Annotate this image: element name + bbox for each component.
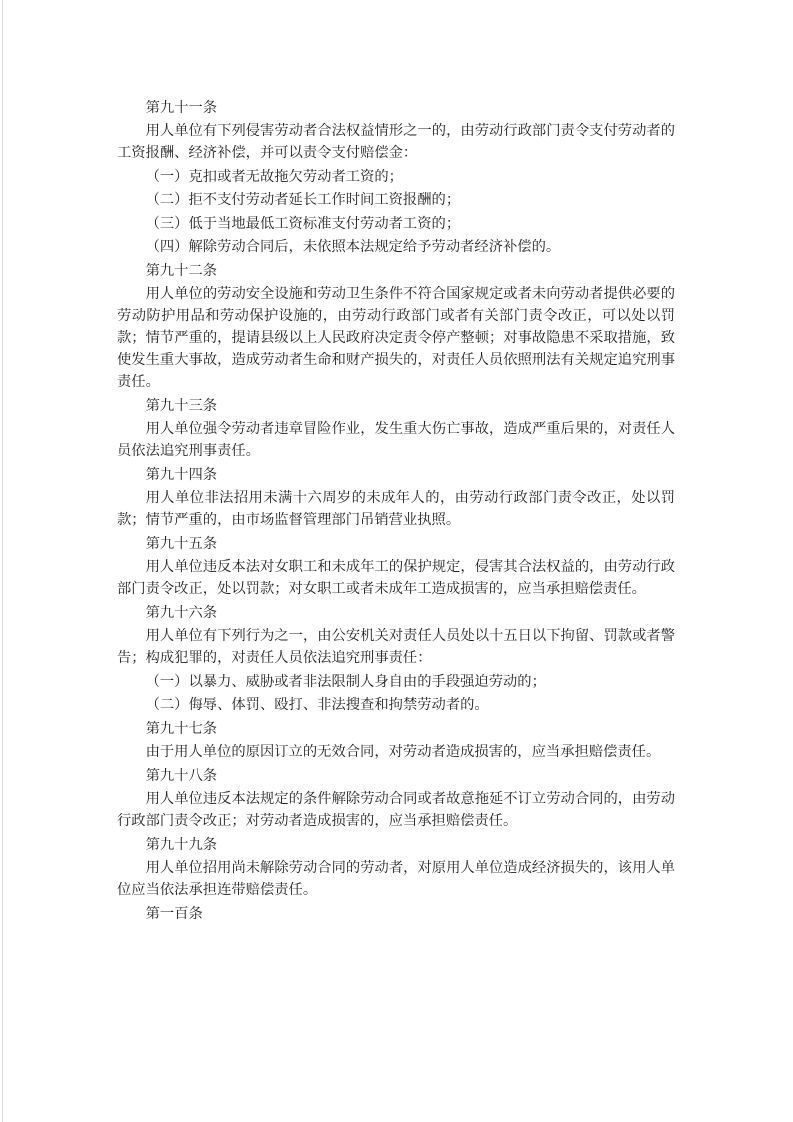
page-left-edge-line — [2, 0, 3, 1122]
article-heading: 第九十五条 — [145, 535, 218, 552]
article-heading: 第九十八条 — [145, 767, 218, 784]
article-heading: 第九十七条 — [145, 720, 218, 737]
article-heading: 第九十三条 — [145, 397, 218, 414]
article-paragraph: 用人单位有下列行为之一，由公安机关对责任人员处以十五日以下拘留、罚款或者警告；构成犯罪的，对责任人员依法追究刑事责任： — [117, 628, 675, 666]
article-paragraph: 用人单位的劳动安全设施和劳动卫生条件不符合国家规定或者未向劳动者提供必要的劳动防护用品和劳动保护设施的，由劳动行政部门或者有关部门责令改正，可以处以罚款；情节严重的，提请县级以上人民政府决定责令停产整顿；对事故隐患不采取措施，致使发生重大事故，造成劳动者生命和财产损失的，对责任人员依照刑法有关规定追究刑事责任。 — [117, 286, 675, 390]
article-paragraph: （四）解除劳动合同后，未依照本法规定给予劳动者经济补偿的。 — [145, 239, 561, 255]
document-body — [117, 95, 675, 926]
article-paragraph: （三）低于当地最低工资标准支付劳动者工资的； — [145, 215, 461, 232]
article-paragraph: 用人单位有下列侵害劳动者合法权益情形之一的，由劳动行政部门责令支付劳动者的工资报酬、经济补偿，并可以责令支付赔偿金： — [117, 123, 675, 161]
article-heading: 第九十一条 — [145, 99, 218, 116]
article-paragraph: （一）以暴力、威胁或者非法限制人身自由的手段强迫劳动的； — [145, 673, 546, 690]
article-paragraph: 用人单位招用尚未解除劳动合同的劳动者，对原用人单位造成经济损失的，该用人单位应当依法承担连带赔偿责任。 — [117, 860, 675, 898]
article-heading: 第九十二条 — [145, 262, 218, 279]
article-paragraph: 用人单位非法招用未满十六周岁的未成年人的，由劳动行政部门责令改正，处以罚款；情节严重的，由市场监督管理部门吊销营业执照。 — [117, 490, 675, 528]
article-heading: 第九十四条 — [145, 466, 218, 483]
article-paragraph: （二）侮辱、体罚、殴打、非法搜查和拘禁劳动者的。 — [145, 697, 489, 713]
article-paragraph: 用人单位强令劳动者违章冒险作业，发生重大伤亡事故，造成严重后果的，对责任人员依法追究刑事责任。 — [117, 421, 675, 459]
article-paragraph: 由于用人单位的原因订立的无效合同，对劳动者造成损害的，应当承担赔偿责任。 — [145, 744, 661, 760]
article-heading: 第九十九条 — [145, 836, 218, 853]
article-paragraph: 用人单位违反本法规定的条件解除劳动合同或者故意拖延不订立劳动合同的，由劳动行政部门责令改正；对劳动者造成损害的，应当承担赔偿责任。 — [117, 791, 675, 829]
article-paragraph: （一）克扣或者无故拖欠劳动者工资的； — [145, 168, 403, 185]
article-heading: 第九十六条 — [145, 604, 218, 621]
article-heading: 第一百条 — [145, 905, 203, 922]
article-paragraph: 用人单位违反本法对女职工和未成年工的保护规定，侵害其合法权益的，由劳动行政部门责令改正，处以罚款；对女职工或者未成年工造成损害的，应当承担赔偿责任。 — [117, 559, 675, 597]
article-paragraph: （二）拒不支付劳动者延长工作时间工资报酬的； — [145, 192, 461, 208]
